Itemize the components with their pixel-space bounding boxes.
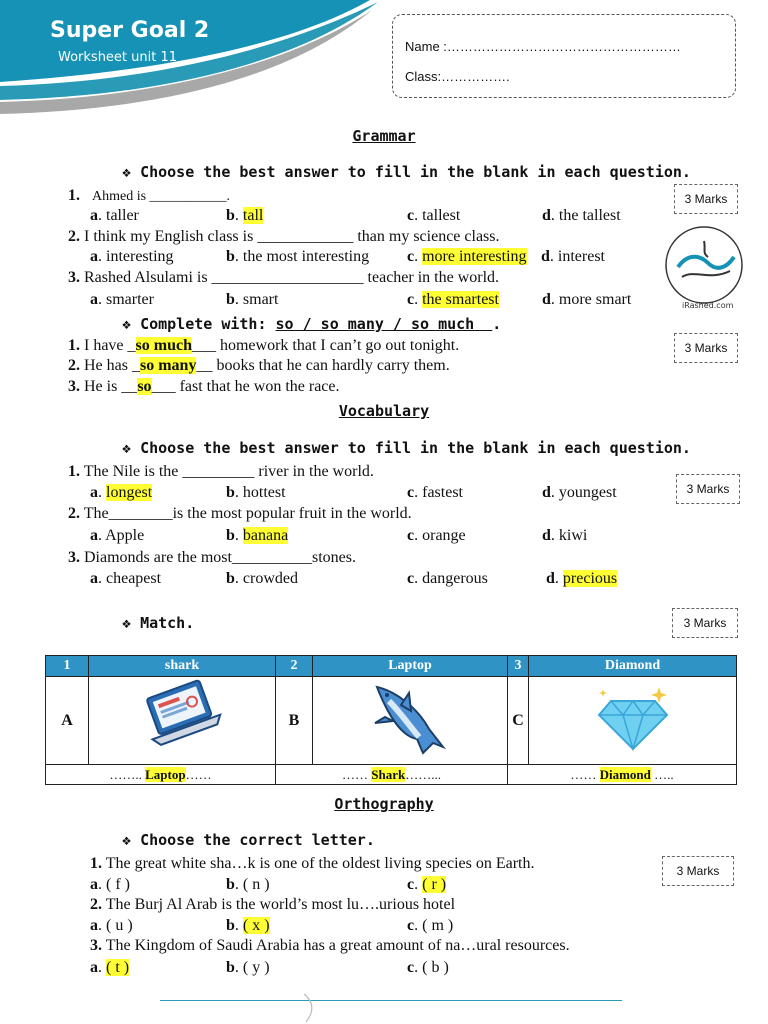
grammar-q3-opt-a[interactable]: a. smarter	[90, 291, 154, 308]
footer-swirl-icon	[300, 992, 320, 1024]
grammar-q1-opt-b[interactable]: b. tall	[226, 207, 264, 224]
vocab-q2-opt-a[interactable]: a. Apple	[90, 527, 145, 544]
grammar-q3-opt-d[interactable]: d. more smart	[542, 291, 632, 308]
grammar-q1-opt-c[interactable]: c. tallest	[407, 207, 461, 224]
ortho-q1: 1. The great white sha…k is one of the oldest living species on Earth.	[90, 855, 535, 872]
match-header-num-1: 1	[46, 656, 89, 677]
match-letter-c: C	[508, 677, 529, 765]
ortho-q3: 3. The Kingdom of Saudi Arabia has a great amount of na…ural resources.	[90, 937, 570, 954]
match-header-num-3: 3	[508, 656, 529, 677]
grammar-marks: 3 Marks	[674, 184, 738, 214]
grammar-instruction: ❖ Choose the best answer to fill in the blank in each question.	[122, 163, 691, 181]
grammar-q2-opt-b[interactable]: b. the most interesting	[226, 248, 370, 265]
complete-item-1: 1. I have _so much___ homework that I can’t go out tonight.	[68, 337, 460, 354]
name-class-box	[392, 14, 736, 98]
vocab-q3-opt-c[interactable]: c. dangerous	[407, 570, 488, 587]
match-table	[45, 655, 737, 785]
complete-item-2: 2. He has _so many__ books that he can hardly carry them.	[68, 357, 450, 374]
vocab-q2-opt-d[interactable]: d. kiwi	[542, 527, 588, 544]
logo-caption: iRashed.com	[682, 301, 734, 310]
grammar-q3-opt-c[interactable]: c. the smartest	[407, 291, 499, 308]
ortho-q3-opt-b[interactable]: b. ( y )	[226, 959, 270, 976]
header-subtitle: Worksheet unit 11	[58, 50, 178, 65]
match-instruction: ❖ Match.	[122, 614, 195, 632]
grammar-q3-opt-b[interactable]: b. smart	[226, 291, 279, 308]
grammar-instruction-text: Choose the best answer to fill in the blank in each question.	[140, 163, 691, 181]
grammar-q2-opt-c[interactable]: c. more interesting	[407, 248, 527, 265]
match-header-word-2: Laptop	[313, 656, 508, 677]
match-answer-3[interactable]: …… Diamond …..	[508, 765, 737, 785]
vocabulary-title: Vocabulary	[338, 402, 430, 420]
shark-icon	[365, 677, 455, 759]
name-field[interactable]: Name :………………………………………………	[405, 39, 681, 54]
complete-instruction: ❖ Complete with: so / so many / so much .	[122, 315, 502, 333]
match-answer-2[interactable]: …… Shark……...	[276, 765, 508, 785]
vocab-q2-opt-c[interactable]: c. orange	[407, 527, 466, 544]
vocab-q2-opt-b[interactable]: b. banana	[226, 527, 289, 544]
match-marks: 3 Marks	[672, 608, 738, 638]
vocab-q1-opt-d[interactable]: d. youngest	[542, 484, 617, 501]
ortho-q2-opt-c[interactable]: c. ( m )	[407, 917, 454, 934]
vocab-q3-opt-a[interactable]: a. cheapest	[90, 570, 162, 587]
ortho-q2-opt-a[interactable]: a. ( u )	[90, 917, 133, 934]
vocab-q3-opt-b[interactable]: b. crowded	[226, 570, 298, 587]
vocab-q1-opt-c[interactable]: c. fastest	[407, 484, 463, 501]
grammar-title: Grammar	[352, 127, 416, 145]
ortho-q1-opt-b[interactable]: b. ( n )	[226, 876, 270, 893]
vocab-q1: 1. The Nile is the _________ river in the world.	[68, 463, 374, 480]
laptop-image	[89, 677, 276, 765]
ortho-q1-opt-a[interactable]: a. ( f )	[90, 876, 130, 893]
orthography-marks: 3 Marks	[662, 856, 734, 886]
vocab-q2: 2. The________is the most popular fruit in the world.	[68, 505, 412, 522]
grammar-q2-opt-a[interactable]: a. interesting	[90, 248, 174, 265]
complete-marks: 3 Marks	[674, 333, 738, 363]
ortho-q2: 2. The Burj Al Arab is the world’s most lu….urious hotel	[90, 896, 456, 913]
grammar-q3: 3. Rashed Alsulami is ___________________ teacher in the world.	[68, 269, 500, 286]
match-header-row	[46, 656, 737, 677]
grammar-q1: 1. Ahmed is ___________.	[68, 187, 231, 204]
vocab-q3-opt-d[interactable]: d. precious	[546, 570, 618, 587]
vocab-q1-opt-a[interactable]: a. longest	[90, 484, 153, 501]
match-header-word-1: shark	[89, 656, 276, 677]
grammar-q2: 2. I think my English class is ____________ than my science class.	[68, 228, 500, 245]
logo-icon	[664, 225, 748, 309]
match-answer-row	[46, 765, 737, 785]
orthography-instruction: ❖ Choose the correct letter.	[122, 831, 375, 849]
site-logo	[664, 225, 748, 309]
grammar-q1-opt-a[interactable]: a. taller	[90, 207, 139, 224]
vocabulary-instruction: ❖ Choose the best answer to fill in the blank in each question.	[122, 439, 691, 457]
grammar-q2-opt-d[interactable]: d. interest	[541, 248, 605, 265]
ortho-q1-opt-c[interactable]: c. ( r )	[407, 876, 447, 893]
header-title: Super Goal 2	[50, 18, 210, 43]
match-header-word-3: Diamond	[529, 656, 737, 677]
orthography-title: Orthography	[334, 795, 434, 813]
ortho-q2-opt-b[interactable]: b. ( x )	[226, 917, 270, 934]
match-answer-1[interactable]: …….. Laptop……	[46, 765, 276, 785]
vocab-q3: 3. Diamonds are the most__________stones.	[68, 549, 356, 566]
diamond-image	[529, 677, 737, 765]
footer-divider	[160, 1000, 622, 1001]
match-letter-a: A	[46, 677, 89, 765]
complete-item-3: 3. He is __so___ fast that he won the race.	[68, 378, 340, 395]
match-image-row	[46, 677, 737, 765]
vocabulary-marks: 3 Marks	[676, 474, 740, 504]
laptop-icon	[137, 678, 227, 758]
class-field[interactable]: Class:…………….	[405, 69, 510, 84]
vocab-q1-opt-b[interactable]: b. hottest	[226, 484, 286, 501]
ortho-q3-opt-a[interactable]: a. ( t )	[90, 959, 130, 976]
ortho-q3-opt-c[interactable]: c. ( b )	[407, 959, 449, 976]
shark-image	[313, 677, 508, 765]
diamond-icon	[593, 683, 673, 753]
match-header-num-2: 2	[276, 656, 313, 677]
match-letter-b: B	[276, 677, 313, 765]
grammar-q1-opt-d[interactable]: d. the tallest	[542, 207, 621, 224]
